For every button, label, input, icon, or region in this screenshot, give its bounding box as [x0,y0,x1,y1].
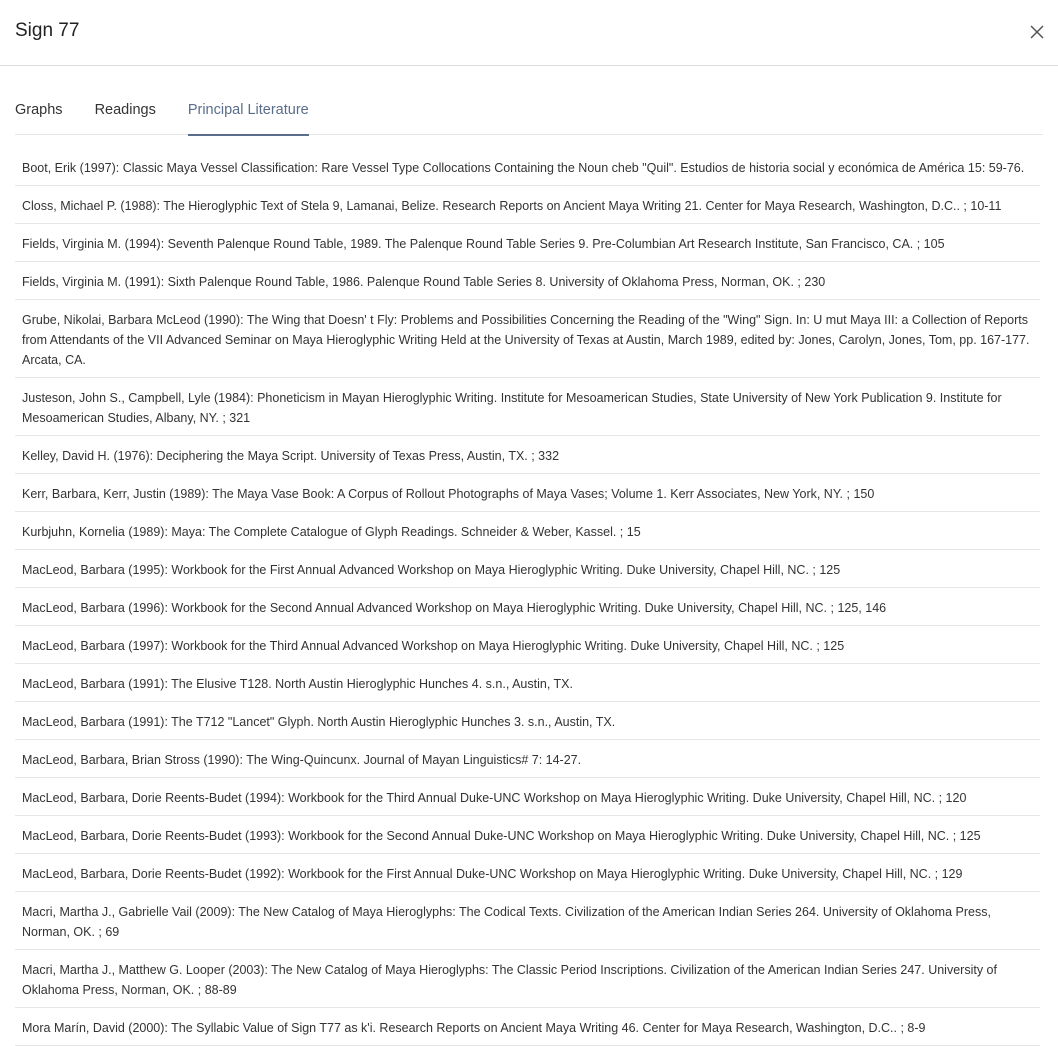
list-item: MacLeod, Barbara (1991): The T712 "Lancet" Glyph. North Austin Hieroglyphic Hunches 3. s.n., Austin, TX. [15,702,1040,740]
list-item: Macri, Martha J., Gabrielle Vail (2009): The New Catalog of Maya Hieroglyphs: The Codical Texts. Civilization of the American Indian Series 264. University of Oklahoma Press, Norman, OK. ; 69 [15,892,1040,950]
list-item: Justeson, John S., Campbell, Lyle (1984): Phoneticism in Mayan Hieroglyphic Writing. Institute for Mesoamerican Studies, State University of New York Publication 9. Institute for Mesoamerican Studies, Albany, NY. ; 321 [15,378,1040,436]
list-item: MacLeod, Barbara (1997): Workbook for the Third Annual Advanced Workshop on Maya Hieroglyphic Writing. Duke University, Chapel Hill, NC. ; 125 [15,626,1040,664]
list-item: MacLeod, Barbara, Dorie Reents-Budet (1993): Workbook for the Second Annual Duke-UNC Workshop on Maya Hieroglyphic Writing. Duke University, Chapel Hill, NC. ; 125 [15,816,1040,854]
list-item: MacLeod, Barbara, Brian Stross (1990): The Wing-Quincunx. Journal of Mayan Linguistics# 7: 14-27. [15,740,1040,778]
list-item: MacLeod, Barbara (1991): The Elusive T128. North Austin Hieroglyphic Hunches 4. s.n., Austin, TX. [15,664,1040,702]
modal-title: Sign 77 [15,20,80,41]
tab-graphs[interactable]: Graphs [15,102,63,118]
list-item: Mora Marín, David (2000): The Syllabic Value of Sign T77 as k'i. Research Reports on Ancient Maya Writing 46. Center for Maya Research, Washington, D.C.. ; 8-9 [15,1008,1040,1046]
tab-bar [15,92,1043,135]
list-item: Closs, Michael P. (1988): The Hieroglyphic Text of Stela 9, Lamanai, Belize. Research Reports on Ancient Maya Writing 21. Center for Maya Research, Washington, D.C.. ; 10-11 [15,186,1040,224]
list-item: Kurbjuhn, Kornelia (1989): Maya: The Complete Catalogue of Glyph Readings. Schneider & Weber, Kassel. ; 15 [15,512,1040,550]
list-item: Kerr, Barbara, Kerr, Justin (1989): The Maya Vase Book: A Corpus of Rollout Photographs of Maya Vases; Volume 1. Kerr Associates, New York, NY. ; 150 [15,474,1040,512]
close-icon [1026,21,1048,43]
list-item: Kelley, David H. (1976): Deciphering the Maya Script. University of Texas Press, Austin, TX. ; 332 [15,436,1040,474]
literature-list [15,148,1040,1046]
list-item: Fields, Virginia M. (1991): Sixth Palenque Round Table, 1986. Palenque Round Table Series 8. University of Oklahoma Press, Norman, OK. ; 230 [15,262,1040,300]
list-item: Boot, Erik (1997): Classic Maya Vessel Classification: Rare Vessel Type Collocations Containing the Noun cheb "Quil". Estudios de historia social y económica de América 15: 59-76. [15,148,1040,186]
modal-header [0,0,1058,66]
list-item: MacLeod, Barbara (1996): Workbook for the Second Annual Advanced Workshop on Maya Hieroglyphic Writing. Duke University, Chapel Hill, NC. ; 125, 146 [15,588,1040,626]
tab-principal-literature[interactable]: Principal Literature [188,92,309,135]
tab-readings[interactable]: Readings [94,102,156,118]
list-item: Fields, Virginia M. (1994): Seventh Palenque Round Table, 1989. The Palenque Round Table Series 9. Pre-Columbian Art Research Institute, San Francisco, CA. ; 105 [15,224,1040,262]
list-item: Macri, Martha J., Matthew G. Looper (2003): The New Catalog of Maya Hieroglyphs: The Classic Period Inscriptions. Civilization of the American Indian Series 247. University of Oklahoma Press, Norman, OK. ; 88-89 [15,950,1040,1008]
list-item: MacLeod, Barbara (1995): Workbook for the First Annual Advanced Workshop on Maya Hieroglyphic Writing. Duke University, Chapel Hill, NC. ; 125 [15,550,1040,588]
list-item: Grube, Nikolai, Barbara McLeod (1990): The Wing that Doesn' t Fly: Problems and Possibilities Concerning the Reading of the "Wing" Sign. In: U mut Maya III: a Collection of Reports from Attendants of the VII Advanced Seminar on Maya Hieroglyphic Writing Held at the University of Texas at Austin, March 1989, edited by: Jones, Carolyn, Jones, Tom, pp. 167-177. Arcata, CA. [15,300,1040,378]
list-item: MacLeod, Barbara, Dorie Reents-Budet (1992): Workbook for the First Annual Duke-UNC Workshop on Maya Hieroglyphic Writing. Duke University, Chapel Hill, NC. ; 129 [15,854,1040,892]
close-button[interactable] [1026,21,1048,43]
list-item: MacLeod, Barbara, Dorie Reents-Budet (1994): Workbook for the Third Annual Duke-UNC Workshop on Maya Hieroglyphic Writing. Duke University, Chapel Hill, NC. ; 120 [15,778,1040,816]
